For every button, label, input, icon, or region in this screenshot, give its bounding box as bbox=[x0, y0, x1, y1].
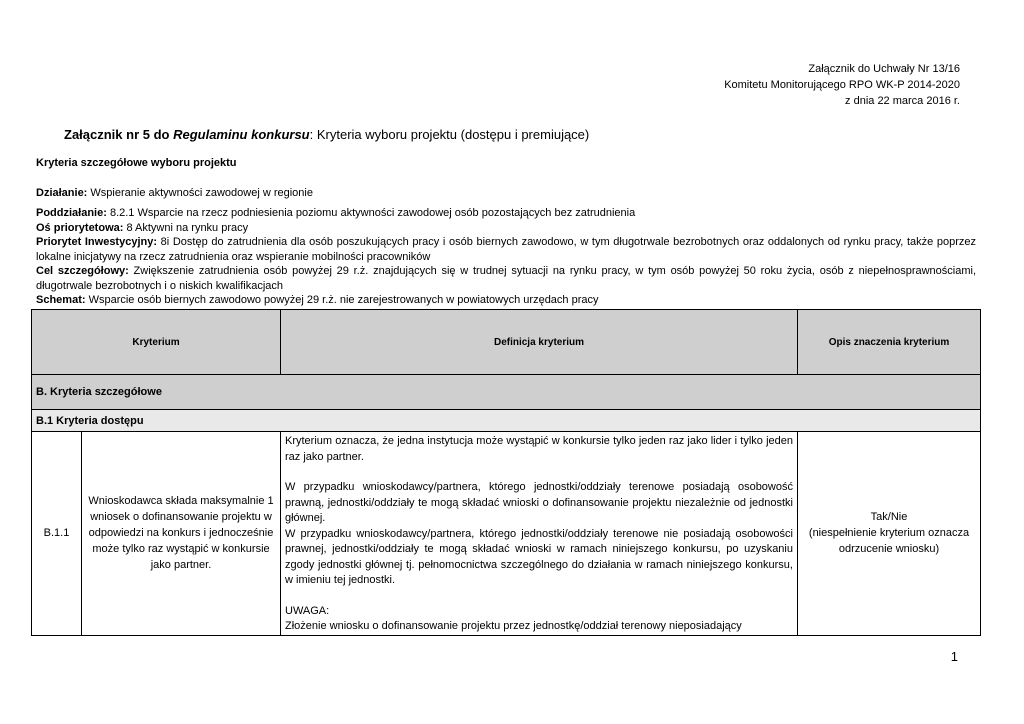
meta-poddzialanie bbox=[36, 206, 976, 221]
definition-paragraph-3: W przypadku wnioskodawcy/partnera, którego jednostki/oddziały terenowe nie posiadają osobowości prawnej, jednostki/oddziały te mogą składać wnioski w ramach niniejszego konkursu, po uzyskaniu zgody jednostki głównej tj. pełnomocnictwa szczególnego do działania w ramach niniejszego konkursu, w imieniu tej jednostki. bbox=[285, 527, 793, 586]
page-number: 1 bbox=[950, 649, 958, 664]
os-value: 8 Aktywni na rynku pracy bbox=[123, 221, 249, 234]
definition-paragraph-1: Kryterium oznacza, że jedna instytucja może wystąpić w konkursie tylko jeden raz jako lider i tylko jeden raz jako partner. bbox=[285, 435, 793, 463]
poddzialanie-label: Poddziałanie: bbox=[36, 207, 107, 219]
header-line-2: Komitetu Monitorującego RPO WK-P 2014-2020 bbox=[724, 79, 960, 91]
meaning-line-1: Tak/Nie bbox=[870, 511, 908, 524]
meta-block bbox=[36, 206, 976, 308]
meta-schemat bbox=[36, 293, 976, 308]
subsection-row bbox=[32, 410, 981, 432]
cel-label: Cel szczegółowy: bbox=[36, 265, 129, 277]
priorytet-value: 8i Dostęp do zatrudnienia dla osób poszukujących pracy i osób biernych zawodowo, w tym długotrwale bezrobotnych oraz oddalonych od rynku pracy, także poprzez lokalne inicjatywy na rzecz zatrudnienia oraz wspieranie mobilności pracowników bbox=[36, 236, 976, 263]
definition-paragraph-2: W przypadku wnioskodawcy/partnera, którego jednostki/oddziały terenowe posiadają osobowość prawną, jednostki/oddziały te mogą składać wnioski o dofinansowanie projektu niezależnie od jednostki głównej. bbox=[285, 481, 793, 524]
dzialanie-value: Wspieranie aktywności zawodowej w regionie bbox=[87, 187, 313, 199]
attachment-header bbox=[724, 61, 960, 109]
meta-dzialanie bbox=[36, 186, 313, 200]
section-subheading: Kryteria szczegółowe wyboru projektu bbox=[36, 157, 237, 169]
header-kryterium: Kryterium bbox=[32, 310, 281, 375]
meta-priorytet bbox=[36, 235, 976, 264]
poddzialanie-value: 8.2.1 Wsparcie na rzecz podniesienia poziomu aktywności zawodowej osób pozostających bez zatrudnienia bbox=[106, 207, 636, 219]
dzialanie-label: Działanie: bbox=[36, 187, 88, 199]
header-definicja: Definicja kryterium bbox=[281, 310, 798, 375]
title-bold: Załącznik nr 5 do bbox=[64, 127, 174, 142]
section-row bbox=[32, 375, 981, 410]
table-row bbox=[32, 432, 981, 636]
criterion-name: Wnioskodawca składa maksymalnie 1 wniosek o dofinansowanie projektu w odpowiedzi na konkurs i jednocześnie może tylko raz wystąpić w konkursie jako partner. bbox=[82, 432, 281, 636]
cel-value: Zwiększenie zatrudnienia osób powyżej 29 r.ż. znajdujących się w trudnej sytuacji na rynku pracy, w tym osób powyżej 50 roku życia, osób z niepełnosprawnościami, długotrwale bezrobotnych i o niskich kwalifikacjach bbox=[36, 265, 977, 292]
priorytet-label: Priorytet Inwestycyjny: bbox=[36, 236, 158, 248]
document-title bbox=[64, 127, 589, 142]
definition-note-label: UWAGA: bbox=[285, 604, 330, 617]
schemat-value: Wsparcie osób biernych zawodowo powyżej 29 r.ż. nie zarejestrowanych w powiatowych urzędach pracy bbox=[85, 294, 599, 306]
meta-cel bbox=[36, 264, 976, 293]
header-line-3: z dnia 22 marca 2016 r. bbox=[845, 95, 960, 107]
title-rest: : Kryteria wyboru projektu (dostępu i premiujące) bbox=[309, 127, 590, 142]
criterion-number: B.1.1 bbox=[32, 432, 82, 636]
criterion-meaning bbox=[798, 432, 981, 636]
header-opis: Opis znaczenia kryterium bbox=[798, 310, 981, 375]
table-header-row bbox=[32, 310, 981, 375]
section-label: B. Kryteria szczegółowe bbox=[32, 375, 981, 410]
criterion-definition bbox=[281, 432, 798, 636]
header-line-1: Załącznik do Uchwały Nr 13/16 bbox=[808, 63, 960, 75]
definition-note-text: Złożenie wniosku o dofinansowanie projektu przez jednostkę/oddział terenowy nieposiadający bbox=[285, 620, 742, 632]
subsection-label: B.1 Kryteria dostępu bbox=[32, 410, 981, 432]
meta-os bbox=[36, 221, 976, 236]
title-italic: Regulaminu konkursu bbox=[173, 127, 310, 142]
meaning-line-2: (niespełnienie kryterium oznacza odrzucenie wniosku) bbox=[808, 527, 970, 556]
criteria-table bbox=[31, 309, 981, 636]
schemat-label: Schemat: bbox=[36, 294, 86, 306]
os-label: Oś priorytetowa: bbox=[36, 221, 124, 234]
